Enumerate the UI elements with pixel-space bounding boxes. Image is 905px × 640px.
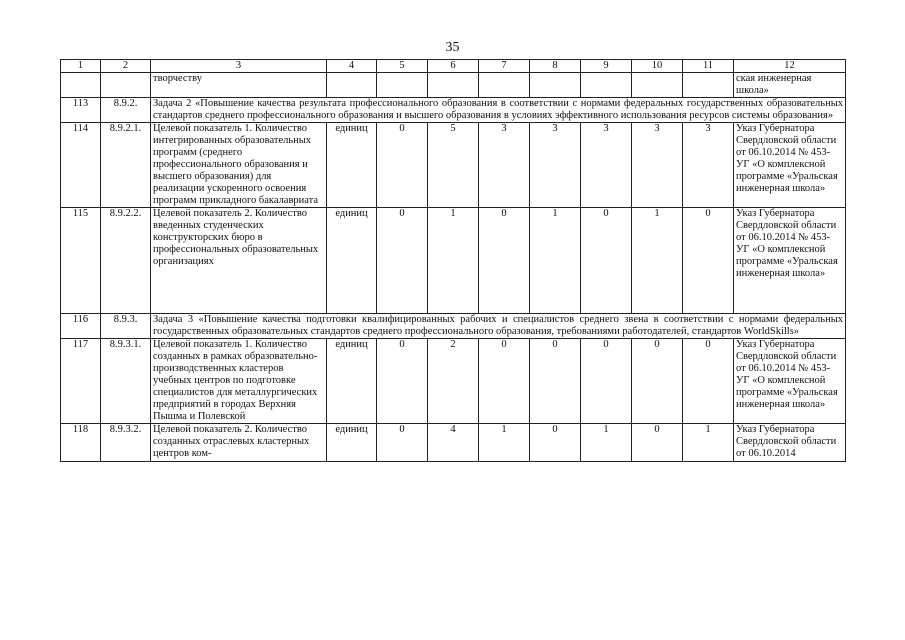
row-code: 8.9.3. <box>101 314 151 339</box>
column-number: 10 <box>632 60 683 73</box>
column-number: 8 <box>530 60 581 73</box>
task-row <box>61 314 846 339</box>
column-number: 6 <box>428 60 479 73</box>
indicator-name: Целевой показатель 2. Количество введенных студенческих конструкторских бюро в профессиональных образовательных организациях <box>151 208 327 314</box>
value-cell <box>683 73 734 98</box>
unit: единиц <box>327 123 377 208</box>
unit: единиц <box>327 339 377 424</box>
value-cell <box>479 73 530 98</box>
indicator-name: Целевой показатель 1. Количество интегрированных образовательных программ (среднего профессионального образования и высшего образования) для реализации ускоренного освоения программ прикладного бакалавриата <box>151 123 327 208</box>
value-cell <box>428 73 479 98</box>
value-cell: 0 <box>632 424 683 462</box>
value-cell: 0 <box>377 123 428 208</box>
value-cell: 1 <box>530 208 581 314</box>
row-number: 115 <box>61 208 101 314</box>
page-number: 35 <box>445 40 460 55</box>
indicator-row <box>61 339 846 424</box>
value-cell: 3 <box>581 123 632 208</box>
row-code: 8.9.3.2. <box>101 424 151 462</box>
value-cell <box>581 73 632 98</box>
value-cell: 3 <box>632 123 683 208</box>
continuation-row <box>61 73 846 98</box>
value-cell: 0 <box>581 339 632 424</box>
row-number-cell <box>61 73 101 98</box>
column-number: 1 <box>61 60 101 73</box>
value-cell: 5 <box>428 123 479 208</box>
column-number: 4 <box>327 60 377 73</box>
row-number: 117 <box>61 339 101 424</box>
legal-basis: Указ Губернатора Свердловской области от 06.10.2014 <box>734 424 846 462</box>
row-code: 8.9.2.1. <box>101 123 151 208</box>
row-code: 8.9.3.1. <box>101 339 151 424</box>
row-code: 8.9.2.2. <box>101 208 151 314</box>
column-number: 9 <box>581 60 632 73</box>
value-cell: 0 <box>530 339 581 424</box>
row-number: 116 <box>61 314 101 339</box>
value-cell: 4 <box>428 424 479 462</box>
value-cell: 2 <box>428 339 479 424</box>
task-text: Задача 3 «Повышение качества подготовки квалифицированных рабочих и специалистов среднего звена в соответствии с нормами федеральных государственных образовательных стандартов среднего профессионального образования, требованиями работодателей, стандартов WorldSkills» <box>151 314 846 339</box>
indicators-table <box>60 59 846 462</box>
value-cell: 1 <box>683 424 734 462</box>
value-cell: 0 <box>377 424 428 462</box>
value-cell: 1 <box>581 424 632 462</box>
value-cell: 3 <box>479 123 530 208</box>
indicator-name: творчеству <box>151 73 327 98</box>
value-cell <box>632 73 683 98</box>
row-number: 113 <box>61 98 101 123</box>
unit: единиц <box>327 208 377 314</box>
legal-basis: Указ Губернатора Свердловской области от 06.10.2014 № 453-УГ «О комплексной программе «Уральская инженерная школа» <box>734 208 846 314</box>
legal-basis: Указ Губернатора Свердловской области от 06.10.2014 № 453-УГ «О комплексной программе «Уральская инженерная школа» <box>734 123 846 208</box>
value-cell <box>377 73 428 98</box>
column-number: 12 <box>734 60 846 73</box>
indicator-row <box>61 123 846 208</box>
value-cell: 0 <box>581 208 632 314</box>
row-code-cell <box>101 73 151 98</box>
column-number: 3 <box>151 60 327 73</box>
row-number: 114 <box>61 123 101 208</box>
value-cell: 1 <box>632 208 683 314</box>
column-number: 11 <box>683 60 734 73</box>
value-cell: 0 <box>479 208 530 314</box>
value-cell: 0 <box>377 339 428 424</box>
indicator-name: Целевой показатель 2. Количество созданных отраслевых кластерных центров ком- <box>151 424 327 462</box>
value-cell: 3 <box>683 123 734 208</box>
value-cell: 0 <box>530 424 581 462</box>
column-number: 7 <box>479 60 530 73</box>
row-number: 118 <box>61 424 101 462</box>
value-cell: 0 <box>479 339 530 424</box>
unit: единиц <box>327 424 377 462</box>
value-cell: 1 <box>428 208 479 314</box>
column-number-row <box>61 60 846 73</box>
value-cell: 0 <box>632 339 683 424</box>
value-cell: 0 <box>683 208 734 314</box>
legal-basis: ская инженерная школа» <box>734 73 846 98</box>
value-cell: 3 <box>530 123 581 208</box>
task-row <box>61 98 846 123</box>
column-number: 2 <box>101 60 151 73</box>
column-number: 5 <box>377 60 428 73</box>
unit-cell <box>327 73 377 98</box>
row-code: 8.9.2. <box>101 98 151 123</box>
task-text: Задача 2 «Повышение качества результата профессионального образования в соответствии с нормами федеральных государственных образовательных стандартов среднего профессионального образования и высшего образования в условиях эффективного использования ресурсов системы образования» <box>151 98 846 123</box>
value-cell <box>530 73 581 98</box>
indicator-row <box>61 208 846 314</box>
legal-basis: Указ Губернатора Свердловской области от 06.10.2014 № 453-УГ «О комплексной программе «Уральская инженерная школа» <box>734 339 846 424</box>
value-cell: 0 <box>683 339 734 424</box>
indicator-name: Целевой показатель 1. Количество созданных в рамках образовательно-производственных кластеров учебных центров по подготовке специалистов для металлургических предприятий в городах Верхняя Пышма и Полевской <box>151 339 327 424</box>
value-cell: 0 <box>377 208 428 314</box>
value-cell: 1 <box>479 424 530 462</box>
indicator-row <box>61 424 846 462</box>
